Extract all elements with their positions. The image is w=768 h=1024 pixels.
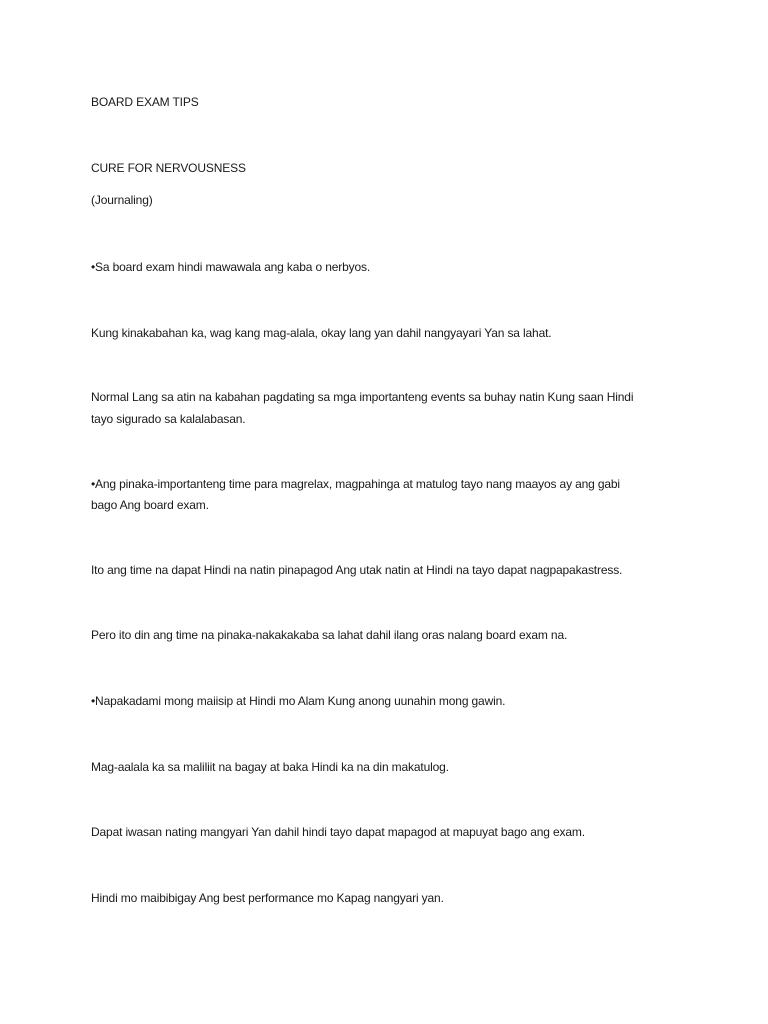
paragraph-line: •Napakadami mong maiisip at Hindi mo Alam Kung anong uunahin mong gawin. xyxy=(91,694,506,708)
paragraph-line: Ito ang time na dapat Hindi na natin pinapagod Ang utak natin at Hindi na tayo dapat nagpapakastress. xyxy=(91,563,623,577)
paragraph-line: Hindi mo maibibigay Ang best performance mo Kapag nangyari yan. xyxy=(91,891,444,905)
paragraph-line: •Sa board exam hindi mawawala ang kaba o nerbyos. xyxy=(91,260,371,274)
paragraph-line: •Ang pinaka-importanteng time para magrelax, magpahinga at matulog tayo nang maayos ay ang gabi xyxy=(91,477,620,491)
paragraph-line: Mag-aalala ka sa maliliit na bagay at baka Hindi ka na din makatulog. xyxy=(91,760,449,774)
section-subheading: (Journaling) xyxy=(91,193,153,207)
paragraph-line: Dapat iwasan nating mangyari Yan dahil hindi tayo dapat mapagod at mapuyat bago ang exam. xyxy=(91,825,585,839)
paragraph-line: tayo sigurado sa kalalabasan. xyxy=(91,412,246,426)
paragraph-line: Normal Lang sa atin na kabahan pagdating sa mga importanteng events sa buhay natin Kung saan Hindi xyxy=(91,390,634,404)
paragraph-line: bago Ang board exam. xyxy=(91,498,209,512)
document-title: BOARD EXAM TIPS xyxy=(91,95,199,109)
paragraph-line: Kung kinakabahan ka, wag kang mag-alala, okay lang yan dahil nangyayari Yan sa lahat. xyxy=(91,326,552,340)
section-heading: CURE FOR NERVOUSNESS xyxy=(91,161,246,175)
paragraph-line: Pero ito din ang time na pinaka-nakakakaba sa lahat dahil ilang oras nalang board exam na. xyxy=(91,628,568,642)
